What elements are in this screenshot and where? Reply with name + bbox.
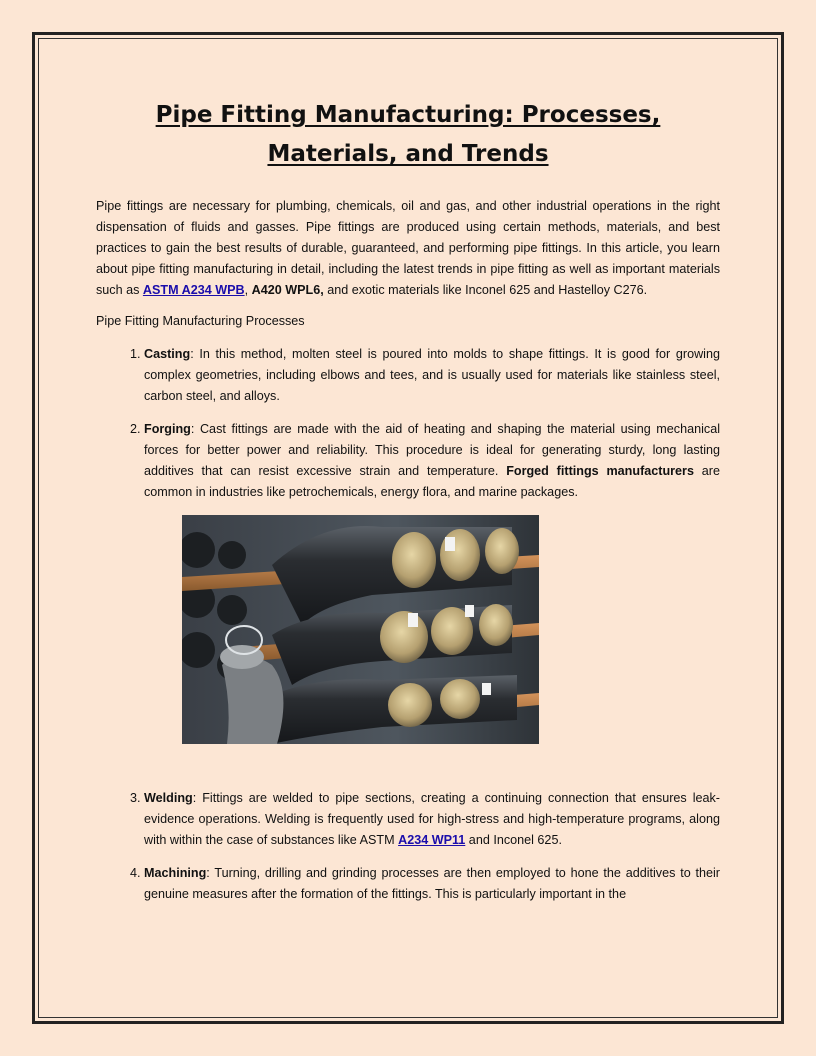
list-item-welding: 3. Welding: Fittings are welded to pipe sections, creating a continuing connection that ensures leak-evidence operations. Welding is frequently used for high-stress and high-temperature programs, along with within the case of substances like ASTM A234 WP11 and Inconel 625. [144,788,720,851]
bold-a420-wpl6: A420 WPL6, [251,283,324,297]
intro-paragraph: Pipe fittings are necessary for plumbing, chemicals, oil and gas, and other industrial operations in the right dispensation of fluids and gasses. Pipe fittings are produced using certain methods, materials, and best practices to gain the best results of durable, guaranteed, and performing pipe fittings. In this article, you learn about pipe fitting manufacturing in detail, including the latest trends in pipe fitting as well as important materials such as ASTM A234 WPB, A420 WPL6, and exotic materials like Inconel 625 and Hastelloy C276. [96,199,720,297]
page-title: Pipe Fitting Manufacturing: Processes, Materials, and Trends [155,102,661,167]
process-list [96,344,720,503]
bold-forged-fittings: Forged fittings manufacturers [506,464,694,478]
process-list-continued [96,788,720,905]
section-title: Pipe Fitting Manufacturing Processes [96,314,305,328]
list-item-machining: 4. Machining: Turning, drilling and grinding processes are then employed to hone the additives to their genuine measures after the formation of the fittings. This is particularly important in the [144,863,720,905]
list-item-forging: 2. Forging: Cast fittings are made with the aid of heating and shaping the material using mechanical forces for better power and reliability. This procedure is ideal for generating sturdy, long lasting additives that can resist excessive strain and temperature. Forged fittings manufacturers are common in industries like petrochemicals, energy flora, and marine packages. [144,419,720,503]
link-a234-wp11[interactable]: A234 WP11 [398,833,466,847]
document-body [96,96,720,917]
list-item-casting: 1. Casting: In this method, molten steel is poured into molds to shape fittings. It is good for growing complex geometries, including elbows and tees, and is usually used for materials like stainless steel, carbon steel, and alloys. [144,344,720,407]
link-astm-a234-wpb[interactable]: ASTM A234 WPB [142,283,245,297]
pipe-fittings-photo [182,515,720,744]
